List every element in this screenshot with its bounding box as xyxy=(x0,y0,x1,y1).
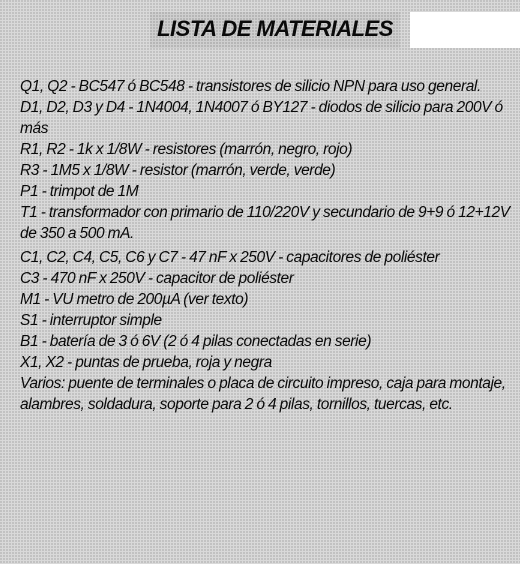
list-item: R1, R2 - 1k x 1/8W - resistores (marrón, negro, rojo) xyxy=(20,141,353,158)
list-item: T1 - transformador con primario de 110/220V y secundario de 9+9 ó 12+12V de 350 a 500 mA. xyxy=(20,204,510,242)
list-item: C3 - 470 nF x 250V - capacitor de poliéster xyxy=(20,270,294,287)
list-item: X1, X2 - puntas de prueba, roja y negra xyxy=(20,354,272,371)
list-item: B1 - batería de 3 ó 6V (2 ó 4 pilas conectadas en serie) xyxy=(20,333,372,350)
title-white-box xyxy=(410,12,520,48)
list-item: R3 - 1M5 x 1/8W - resistor (marrón, verde, verde) xyxy=(20,162,336,179)
list-item: C1, C2, C4, C5, C6 y C7 - 47 nF x 250V - capacitores de poliéster xyxy=(20,249,440,266)
list-item: P1 - trimpot de 1M xyxy=(20,183,139,200)
list-item: Varios: puente de terminales o placa de circuito impreso, caja para montaje, alambres, soldadura, soporte para 2 ó 4 pilas, tornillos, tuercas, etc. xyxy=(20,375,506,413)
list-item: M1 - VU metro de 200µA (ver texto) xyxy=(20,291,249,308)
list-item: Q1, Q2 - BC547 ó BC548 - transistores de silicio NPN para uso general. xyxy=(20,78,481,95)
materials-list xyxy=(20,76,518,415)
page-title: LISTA DE MATERIALES xyxy=(157,16,393,41)
list-item: S1 - interruptor simple xyxy=(20,312,162,329)
list-item: D1, D2, D3 y D4 - 1N4004, 1N4007 ó BY127 - diodos de silicio para 200V ó más xyxy=(20,99,503,137)
